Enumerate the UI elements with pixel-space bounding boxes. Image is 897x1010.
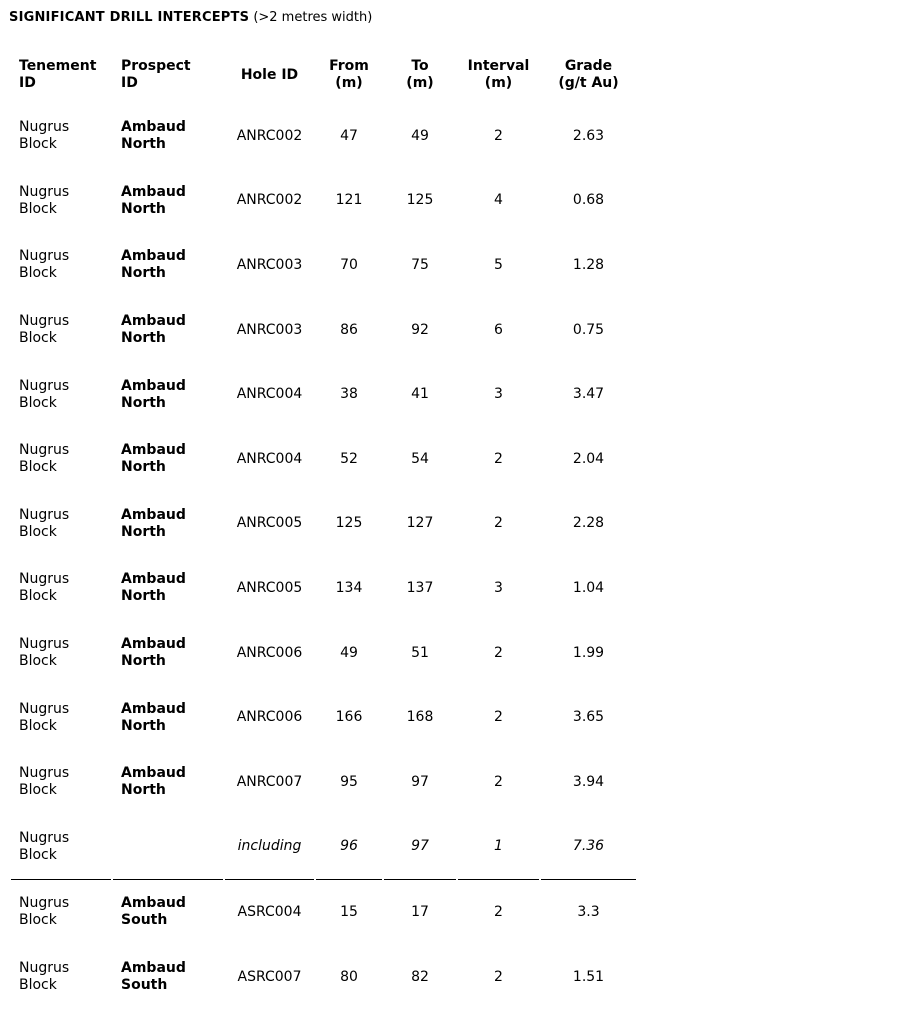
prospect-cell-text: North [121, 459, 166, 476]
table-row [11, 169, 636, 234]
hole-id-cell [225, 880, 314, 945]
hole-id-cell-text: including [237, 838, 302, 855]
prospect-cell-text: Ambaud [121, 183, 186, 200]
from-cell-text: 49 [340, 644, 358, 661]
prospect-cell-text: North [121, 717, 166, 734]
hole-id-cell-text: ASRC004 [237, 903, 302, 920]
grade-cell-text: 2.63 [572, 127, 605, 144]
prospect-cell [113, 233, 223, 298]
interval-cell-text: 2 [494, 709, 503, 726]
tenement-cell-text: Block [19, 200, 57, 217]
hole-id-cell [225, 298, 314, 363]
grade-cell-text: 1.28 [572, 256, 605, 273]
tenement-cell-text: Nugrus [19, 636, 70, 653]
grade-cell-text: 3.3 [577, 903, 600, 920]
prospect-cell-text: North [121, 200, 166, 217]
interval-cell [458, 750, 539, 815]
hole-id-cell [225, 685, 314, 750]
to-cell [384, 427, 456, 492]
prospect-cell [113, 880, 223, 945]
tenement-cell-text: Block [19, 912, 57, 929]
hole-id-cell [225, 492, 314, 557]
header-tenement-id [11, 46, 111, 104]
hole-id-cell-text: ANRC004 [236, 450, 303, 467]
prospect-cell-text: Ambaud [121, 377, 186, 394]
tenement-cell-text: Nugrus [19, 119, 70, 136]
interval-cell [458, 427, 539, 492]
tenement-cell [11, 685, 111, 750]
from-cell [316, 298, 382, 363]
grade-cell [541, 492, 636, 557]
tenement-cell-text: Nugrus [19, 700, 70, 717]
prospect-cell [113, 621, 223, 686]
interval-cell-text: 3 [494, 579, 503, 596]
grade-cell [541, 815, 636, 881]
from-cell-text: 15 [340, 903, 358, 920]
tenement-cell-text: Block [19, 588, 57, 605]
tenement-cell [11, 621, 111, 686]
hole-id-cell-text: ANRC005 [236, 515, 303, 532]
from-cell [316, 945, 382, 1010]
hole-id-cell-text: ANRC002 [236, 192, 303, 209]
interval-cell-text: 2 [494, 515, 503, 532]
tenement-cell-text: Nugrus [19, 829, 70, 846]
from-cell-text: 38 [340, 386, 358, 403]
from-cell [316, 750, 382, 815]
prospect-cell [113, 104, 223, 169]
interval-cell-text: 2 [494, 773, 503, 790]
table-row [11, 492, 636, 557]
from-cell-text: 80 [340, 968, 358, 985]
to-cell [384, 104, 456, 169]
to-cell-text: 75 [411, 256, 429, 273]
hole-id-cell [225, 815, 314, 881]
to-cell-text: 97 [411, 838, 429, 855]
hole-id-cell [225, 427, 314, 492]
tenement-cell [11, 362, 111, 427]
header-interval [458, 46, 539, 104]
interval-cell [458, 880, 539, 945]
header-hole-id: Hole ID [240, 66, 299, 83]
grade-cell [541, 685, 636, 750]
prospect-cell [113, 298, 223, 363]
tenement-cell [11, 104, 111, 169]
tenement-cell-text: Nugrus [19, 895, 70, 912]
prospect-cell-text: Ambaud [121, 119, 186, 136]
header-prospect-id [113, 46, 223, 104]
tenement-cell-text: Block [19, 653, 57, 670]
from-cell [316, 880, 382, 945]
header-tenement-line2: ID [19, 75, 36, 91]
tenement-cell-text: Block [19, 717, 57, 734]
tenement-cell-text: Nugrus [19, 183, 70, 200]
tenement-cell [11, 880, 111, 945]
grade-cell-text: 7.36 [572, 838, 605, 855]
grade-cell-text: 3.47 [572, 386, 605, 403]
tenement-cell [11, 298, 111, 363]
to-cell-text: 49 [411, 127, 429, 144]
interval-cell-text: 5 [494, 256, 503, 273]
to-cell [384, 362, 456, 427]
hole-id-cell-text: ANRC007 [236, 773, 303, 790]
to-cell [384, 556, 456, 621]
prospect-cell-text: North [121, 330, 166, 347]
to-cell [384, 880, 456, 945]
table-row [11, 104, 636, 169]
to-cell [384, 298, 456, 363]
hole-id-cell [225, 169, 314, 234]
prospect-cell [113, 750, 223, 815]
prospect-cell-text: North [121, 523, 166, 540]
table-row [11, 815, 636, 881]
grade-cell [541, 556, 636, 621]
hole-id-cell [225, 556, 314, 621]
interval-cell-text: 3 [494, 386, 503, 403]
to-cell [384, 750, 456, 815]
tenement-cell-text: Block [19, 459, 57, 476]
grade-cell [541, 427, 636, 492]
tenement-cell [11, 492, 111, 557]
prospect-cell [113, 815, 223, 881]
from-cell [316, 169, 382, 234]
header-to-line1: To [411, 58, 429, 74]
interval-cell-text: 2 [494, 450, 503, 467]
tenement-cell-text: Block [19, 846, 57, 863]
header-prospect-line2: ID [121, 75, 138, 91]
hole-id-cell-text: ANRC004 [236, 386, 303, 403]
to-cell [384, 492, 456, 557]
from-cell-text: 96 [340, 838, 358, 855]
header-grade-line1: Grade [564, 58, 613, 74]
interval-cell [458, 945, 539, 1010]
prospect-cell-text: Ambaud [121, 248, 186, 265]
grade-cell [541, 880, 636, 945]
from-cell [316, 233, 382, 298]
from-cell [316, 104, 382, 169]
grade-cell [541, 104, 636, 169]
header-tenement-line1: Tenement [19, 58, 97, 74]
drill-intercepts-table [9, 46, 638, 1009]
from-cell-text: 47 [340, 127, 358, 144]
table-body [11, 104, 636, 1009]
interval-cell [458, 169, 539, 234]
interval-cell-text: 1 [494, 838, 503, 855]
header-grade-line2: (g/t Au) [558, 75, 619, 91]
interval-cell [458, 621, 539, 686]
from-cell [316, 362, 382, 427]
table-row [11, 362, 636, 427]
tenement-cell [11, 556, 111, 621]
grade-cell-text: 2.04 [572, 450, 605, 467]
tenement-cell [11, 945, 111, 1010]
tenement-cell-text: Block [19, 523, 57, 540]
grade-cell [541, 169, 636, 234]
hole-id-cell [225, 104, 314, 169]
to-cell-text: 125 [406, 192, 434, 209]
table-row [11, 750, 636, 815]
header-interval-line1: Interval [467, 58, 530, 74]
to-cell [384, 233, 456, 298]
interval-cell [458, 104, 539, 169]
to-cell-text: 127 [406, 515, 434, 532]
grade-cell [541, 233, 636, 298]
to-cell-text: 82 [411, 968, 429, 985]
grade-cell-text: 3.65 [572, 709, 605, 726]
prospect-cell [113, 362, 223, 427]
tenement-cell [11, 233, 111, 298]
prospect-cell-text: South [121, 912, 168, 929]
prospect-cell-text: Ambaud [121, 313, 186, 330]
table-row [11, 945, 636, 1010]
interval-cell-text: 2 [494, 968, 503, 985]
table-row [11, 685, 636, 750]
header-interval-line2: (m) [484, 75, 513, 91]
tenement-cell-text: Nugrus [19, 377, 70, 394]
tenement-cell-text: Block [19, 136, 57, 153]
prospect-cell-text: Ambaud [121, 765, 186, 782]
to-cell-text: 54 [411, 450, 429, 467]
to-cell-text: 97 [411, 773, 429, 790]
prospect-cell-text: Ambaud [121, 895, 186, 912]
prospect-cell-text: South [121, 977, 168, 994]
tenement-cell-text: Nugrus [19, 960, 70, 977]
interval-cell [458, 362, 539, 427]
to-cell [384, 815, 456, 881]
table-row [11, 427, 636, 492]
from-cell [316, 685, 382, 750]
hole-id-cell-text: ASRC007 [237, 968, 302, 985]
table-row [11, 298, 636, 363]
interval-cell [458, 556, 539, 621]
hole-id-cell-text: ANRC005 [236, 579, 303, 596]
from-cell-text: 125 [335, 515, 363, 532]
hole-id-cell [225, 945, 314, 1010]
grade-cell [541, 298, 636, 363]
to-cell-text: 137 [406, 579, 434, 596]
prospect-cell-text: North [121, 782, 166, 799]
header-from [316, 46, 382, 104]
tenement-cell [11, 427, 111, 492]
table-subtitle: (>2 metres width) [253, 10, 373, 25]
tenement-cell-text: Nugrus [19, 506, 70, 523]
grade-cell-text: 1.51 [572, 968, 605, 985]
to-cell-text: 17 [411, 903, 429, 920]
interval-cell-text: 4 [494, 192, 503, 209]
hole-id-cell-text: ANRC003 [236, 321, 303, 338]
prospect-cell-text: North [121, 265, 166, 282]
header-prospect-line1: Prospect [121, 58, 191, 74]
from-cell-text: 95 [340, 773, 358, 790]
header-from-line2: (m) [335, 75, 363, 91]
prospect-cell-text: Ambaud [121, 571, 186, 588]
tenement-cell-text: Block [19, 265, 57, 282]
table-header-row [11, 46, 636, 104]
grade-cell-text: 0.68 [572, 192, 605, 209]
hole-id-cell-text: ANRC003 [236, 256, 303, 273]
interval-cell [458, 298, 539, 363]
tenement-cell [11, 169, 111, 234]
prospect-cell-text: North [121, 653, 166, 670]
from-cell-text: 121 [335, 192, 363, 209]
grade-cell [541, 621, 636, 686]
to-cell-text: 41 [411, 386, 429, 403]
prospect-cell [113, 169, 223, 234]
hole-id-cell [225, 621, 314, 686]
interval-cell-text: 2 [494, 127, 503, 144]
tenement-cell-text: Nugrus [19, 442, 70, 459]
to-cell [384, 685, 456, 750]
table-row [11, 233, 636, 298]
from-cell [316, 556, 382, 621]
interval-cell-text: 2 [494, 644, 503, 661]
prospect-cell-text: Ambaud [121, 636, 186, 653]
from-cell [316, 492, 382, 557]
tenement-cell-text: Nugrus [19, 248, 70, 265]
table-row [11, 880, 636, 945]
interval-cell-text: 2 [494, 903, 503, 920]
prospect-cell [113, 492, 223, 557]
prospect-cell-text: North [121, 588, 166, 605]
grade-cell [541, 362, 636, 427]
from-cell-text: 52 [340, 450, 358, 467]
to-cell [384, 945, 456, 1010]
prospect-cell-text: Ambaud [121, 506, 186, 523]
table-row [11, 621, 636, 686]
hole-id-cell [225, 233, 314, 298]
hole-id-cell-text: ANRC006 [236, 709, 303, 726]
prospect-cell [113, 556, 223, 621]
prospect-cell-text: Ambaud [121, 442, 186, 459]
table-heading [9, 10, 372, 25]
to-cell [384, 621, 456, 686]
from-cell-text: 86 [340, 321, 358, 338]
prospect-cell [113, 685, 223, 750]
prospect-cell-text: Ambaud [121, 700, 186, 717]
tenement-cell [11, 750, 111, 815]
to-cell-text: 168 [406, 709, 434, 726]
to-cell [384, 169, 456, 234]
prospect-cell [113, 945, 223, 1010]
to-cell-text: 51 [411, 644, 429, 661]
grade-cell-text: 2.28 [572, 515, 605, 532]
prospect-cell-text: North [121, 394, 166, 411]
hole-id-cell-text: ANRC002 [236, 127, 303, 144]
header-from-line1: From [329, 58, 369, 74]
tenement-cell-text: Nugrus [19, 571, 70, 588]
interval-cell [458, 815, 539, 881]
prospect-cell [113, 427, 223, 492]
interval-cell [458, 685, 539, 750]
interval-cell [458, 233, 539, 298]
header-to [384, 46, 456, 104]
grade-cell [541, 945, 636, 1010]
from-cell-text: 70 [340, 256, 358, 273]
from-cell [316, 427, 382, 492]
table-row [11, 556, 636, 621]
hole-id-cell [225, 362, 314, 427]
tenement-cell-text: Block [19, 977, 57, 994]
grade-cell [541, 750, 636, 815]
grade-cell-text: 3.94 [572, 773, 605, 790]
from-cell-text: 166 [335, 709, 363, 726]
tenement-cell-text: Nugrus [19, 765, 70, 782]
grade-cell-text: 1.04 [572, 579, 605, 596]
hole-id-cell [225, 750, 314, 815]
tenement-cell-text: Nugrus [19, 313, 70, 330]
grade-cell-text: 1.99 [572, 644, 605, 661]
prospect-cell-text: North [121, 136, 166, 153]
grade-cell-text: 0.75 [572, 321, 605, 338]
tenement-cell-text: Block [19, 394, 57, 411]
header-grade [541, 46, 636, 104]
hole-id-cell-text: ANRC006 [236, 644, 303, 661]
tenement-cell-text: Block [19, 330, 57, 347]
from-cell-text: 134 [335, 579, 363, 596]
to-cell-text: 92 [411, 321, 429, 338]
header-to-line2: (m) [406, 75, 434, 91]
table-title: SIGNIFICANT DRILL INTERCEPTS [9, 10, 250, 25]
tenement-cell-text: Block [19, 782, 57, 799]
prospect-cell-text: Ambaud [121, 960, 186, 977]
from-cell [316, 621, 382, 686]
interval-cell [458, 492, 539, 557]
interval-cell-text: 6 [494, 321, 503, 338]
tenement-cell [11, 815, 111, 881]
from-cell [316, 815, 382, 881]
